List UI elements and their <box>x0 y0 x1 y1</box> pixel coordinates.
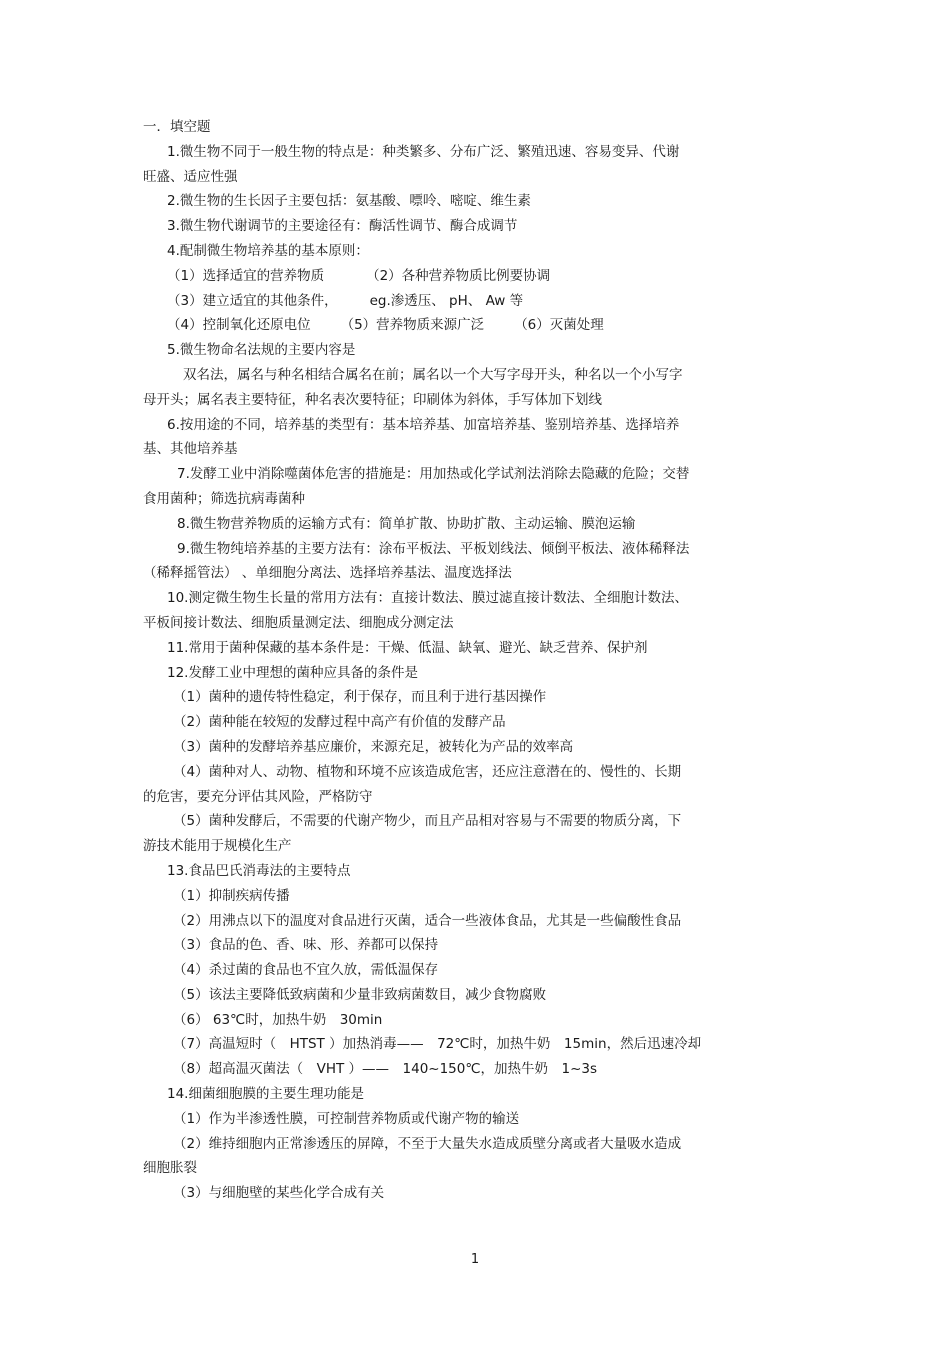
text-line-triple <box>143 313 743 338</box>
text-segment: （4）控制氧化还原电位 <box>167 317 311 334</box>
text-line: 13.食品巴氏消毒法的主要特点 <box>167 862 351 879</box>
list-item: （4）菌种对人、动物、植物和环境不应该造成危害，还应注意潜在的、慢性的、长期 <box>173 763 682 780</box>
text-line: 3.微生物代谢调节的主要途径有：酶活性调节、酶合成调节 <box>167 218 518 235</box>
text-line: 11.常用于菌种保藏的基本条件是：干燥、低温、缺氧、避光、缺乏营养、保护剂 <box>167 639 648 656</box>
text-line-pair <box>143 289 743 314</box>
list-item: （5）该法主要降低致病菌和少量非致病菌数目，减少食物腐败 <box>173 986 547 1003</box>
text-line: 1.微生物不同于一般生物的特点是：种类繁多、分布广泛、繁殖迅速、容易变异、代谢 <box>167 143 680 160</box>
list-item: （2）用沸点以下的温度对食品进行灭菌，适合一些液体食品，尤其是一些偏酸性食品 <box>173 912 682 929</box>
list-item-continuation: 的危害，要充分评估其风险，严格防守 <box>143 788 373 805</box>
document-body <box>143 115 743 1206</box>
text-line: 10.测定微生物生长量的常用方法有：直接计数法、膜过滤直接计数法、全细胞计数法、 <box>167 590 688 607</box>
text-line: 7.发酵工业中消除噬菌体危害的措施是：用加热或化学试剂法消除去隐藏的危险；交替 <box>177 466 690 483</box>
section-title: 一．填空题 <box>143 119 211 135</box>
text-segment: （1）选择适宜的营养物质 <box>167 267 325 284</box>
list-item: （3）与细胞壁的某些化学合成有关 <box>173 1185 385 1202</box>
text-line: 12.发酵工业中理想的菌种应具备的条件是 <box>167 664 418 681</box>
text-segment: （2）各种营养物质比例要协调 <box>366 267 551 284</box>
text-line: 母开头；属名表主要特征，种名表次要特征；印刷体为斜体，手写体加下划线 <box>143 391 602 408</box>
text-line: 9.微生物纯培养基的主要方法有：涂布平板法、平板划线法、倾倒平板法、液体稀释法 <box>177 540 690 557</box>
text-segment: （5）营养物质来源广泛 <box>340 317 485 334</box>
text-line: 基、其他培养基 <box>143 441 238 458</box>
list-item: （1）菌种的遗传特性稳定，利于保存，而且利于进行基因操作 <box>173 689 547 706</box>
list-item: （8）超高温灭菌法（ VHT ）—— 140~150℃，加热牛奶 1~3s <box>173 1061 598 1078</box>
text-line: 8.微生物营养物质的运输方式有：简单扩散、协助扩散、主动运输、膜泡运输 <box>177 515 636 532</box>
list-item: （4）杀过菌的食品也不宜久放，需低温保存 <box>173 962 439 979</box>
text-line: 4.配制微生物培养基的基本原则： <box>167 242 369 259</box>
text-segment: （6）灭菌处理 <box>514 317 604 334</box>
list-item: （5）菌种发酵后，不需要的代谢产物少，而且产品相对容易与不需要的物质分离，下 <box>173 813 682 830</box>
text-line: （稀释摇管法） 、单细胞分离法、选择培养基法、温度选择法 <box>143 565 512 582</box>
text-line-pair <box>143 264 743 289</box>
text-segment: eg.渗透压、 pH、 Aw 等 <box>369 292 524 309</box>
text-line: 旺盛、适应性强 <box>143 168 238 185</box>
list-item: （7）高温短时（ HTST ）加热消毒—— 72℃时，加热牛奶 15min，然后迅速冷却 <box>173 1036 702 1053</box>
text-line: 14.细菌细胞膜的主要生理功能是 <box>167 1086 364 1103</box>
list-item: （3）食品的色、香、味、形、养都可以保持 <box>173 937 439 954</box>
list-item: （2）维持细胞内正常渗透压的屏障，不至于大量失水造成质壁分离或者大量吸水造成 <box>173 1135 682 1152</box>
list-item: （1）作为半渗透性膜，可控制营养物质或代谢产物的输送 <box>173 1110 520 1127</box>
text-line: 6.按用途的不同，培养基的类型有：基本培养基、加富培养基、鉴别培养基、选择培养 <box>167 416 680 433</box>
list-item: （6） 63℃时，加热牛奶 30min <box>173 1011 383 1028</box>
list-item: （2）菌种能在较短的发酵过程中高产有价值的发酵产品 <box>173 714 506 731</box>
text-line: 平板间接计数法、细胞质量测定法、细胞成分测定法 <box>143 614 454 631</box>
text-line: 2.微生物的生长因子主要包括：氨基酸、嘌呤、嘧啶、维生素 <box>167 193 531 210</box>
text-line: 双名法，属名与种名相结合属名在前；属名以一个大写字母开头，种名以一个小写字 <box>183 366 683 383</box>
page-number: 1 <box>470 1252 480 1267</box>
text-line: 5.微生物命名法规的主要内容是 <box>167 342 356 359</box>
text-segment: （3）建立适宜的其他条件， <box>167 292 338 309</box>
list-item: （3）菌种的发酵培养基应廉价，来源充足，被转化为产品的效率高 <box>173 738 574 755</box>
text-line: 食用菌种；筛选抗病毒菌种 <box>143 490 305 507</box>
list-item: （1）抑制疾病传播 <box>173 887 290 904</box>
list-item-continuation: 细胞胀裂 <box>143 1160 197 1177</box>
list-item-continuation: 游技术能用于规模化生产 <box>143 838 292 855</box>
